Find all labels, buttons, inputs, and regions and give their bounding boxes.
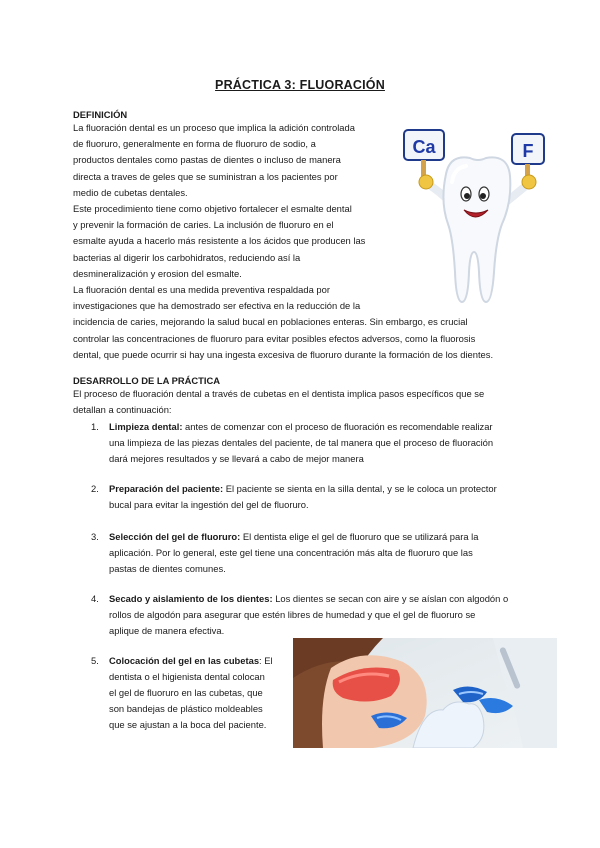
step-label: Secado y aislamiento de los dientes: xyxy=(109,593,273,604)
text-line: productos dentales como pastas de dientes o incluso de manera xyxy=(73,154,341,166)
step-text: dentista o el higienista dental colocan xyxy=(109,671,265,682)
text-line: La fluoración dental es un proceso que implica la adición controlada xyxy=(73,122,355,133)
list-number: 2. xyxy=(91,483,99,494)
calcium-sign xyxy=(404,130,444,178)
list-number: 5. xyxy=(91,655,99,666)
page-title: PRÁCTICA 3: FLUORACIÓN xyxy=(215,78,385,92)
fluoride-treatment-photo xyxy=(293,638,557,748)
step-text: el gel de fluoruro en las cubetas, que xyxy=(109,687,263,698)
step-text: Los dientes se secan con aire y se aíslan con algodón o xyxy=(272,593,509,604)
fluoride-label: F xyxy=(522,141,534,161)
step-text: aplique de manera efectiva. xyxy=(109,625,225,636)
step-text: dará mejores resultados y se llevará a cabo de mejor manera xyxy=(109,453,364,464)
list-number: 1. xyxy=(91,421,99,432)
step-text: antes de comenzar con el proceso de fluoración es recomendable realizar xyxy=(182,421,493,432)
step-label: Preparación del paciente: xyxy=(109,483,224,494)
step-text: pastas de dientes comunes. xyxy=(109,563,226,574)
list-number: 3. xyxy=(91,531,99,542)
text-line: esmalte ayuda a hacerlo más resistente a los ácidos que producen las xyxy=(73,235,366,247)
fluoride-sign xyxy=(512,134,544,180)
step-text: bucal para evitar la ingestión del gel de fluoruro. xyxy=(109,499,309,510)
text-line: dental, que puede ocurrir si hay una ingesta excesiva de fluoruro durante la formación de los dientes. xyxy=(73,348,494,360)
step-label: Selección del gel de fluoruro: xyxy=(109,531,241,542)
step-text: El dentista elige el gel de fluoruro que se utilizará para la xyxy=(240,531,479,542)
step-label: Colocación del gel en las cubetas xyxy=(109,655,260,666)
text-line: investigaciones que ha demostrado ser efectiva en la reducción de la xyxy=(73,300,361,312)
desarrollo-heading: DESARROLLO DE LA PRÁCTICA xyxy=(73,375,221,386)
text-line: bacterias al digerir los carbohidratos, reduciendo así la xyxy=(73,251,301,263)
step-text: El paciente se sienta en la silla dental, y se le coloca un protector xyxy=(223,483,497,494)
step-text: que se ajustan a la boca del paciente. xyxy=(109,719,267,730)
text-line: El proceso de fluoración dental a través de cubetas en el dentista implica pasos específicos que se xyxy=(73,388,485,399)
text-line: Este procedimiento tiene como objetivo fortalecer el esmalte dental xyxy=(73,203,352,215)
text-line: desmineralización y erosion del esmalte. xyxy=(73,267,242,279)
text-line: de fluoruro, generalmente en forma de fluoruro de sodio, a xyxy=(73,138,316,150)
step-text: : El xyxy=(259,655,273,666)
text-line: directa a traves de geles que se suministran a los pacientes por xyxy=(73,170,338,182)
step-text: una limpieza de las piezas dentales del paciente, de tal manera que el proceso de fluoración xyxy=(109,437,494,448)
tooth-illustration xyxy=(390,112,548,312)
text-line: detallan a continuación: xyxy=(73,404,172,416)
step-text: son bandejas de plástico moldeables xyxy=(109,703,263,714)
list-number: 4. xyxy=(91,593,99,604)
text-line: La fluoración dental es una medida preventiva respaldada por xyxy=(73,284,330,296)
text-line: controlar las concentraciones de fluoruro para evitar posibles efectos adversos, como la fluorosis xyxy=(73,332,476,344)
calcium-label: Ca xyxy=(412,137,436,157)
step-text: aplicación. Por lo general, este gel tiene una concentración más alta de fluoruro que las xyxy=(109,547,473,558)
definicion-heading: DEFINICIÓN xyxy=(73,109,128,120)
text-line: incidencia de caries, mejorando la salud bucal en poblaciones enteras. Sin embargo, es crucial xyxy=(73,316,468,328)
text-line: y prevenir la formación de caries. La inclusión de fluoruro en el xyxy=(73,219,334,231)
text-line: medio de cubetas dentales. xyxy=(73,186,188,198)
desarrollo-intro xyxy=(73,386,484,418)
step-text: rollos de algodón para asegurar que estén libres de humedad y que el gel de fluoruro se xyxy=(109,609,476,620)
step-label: Limpieza dental: xyxy=(109,421,183,432)
